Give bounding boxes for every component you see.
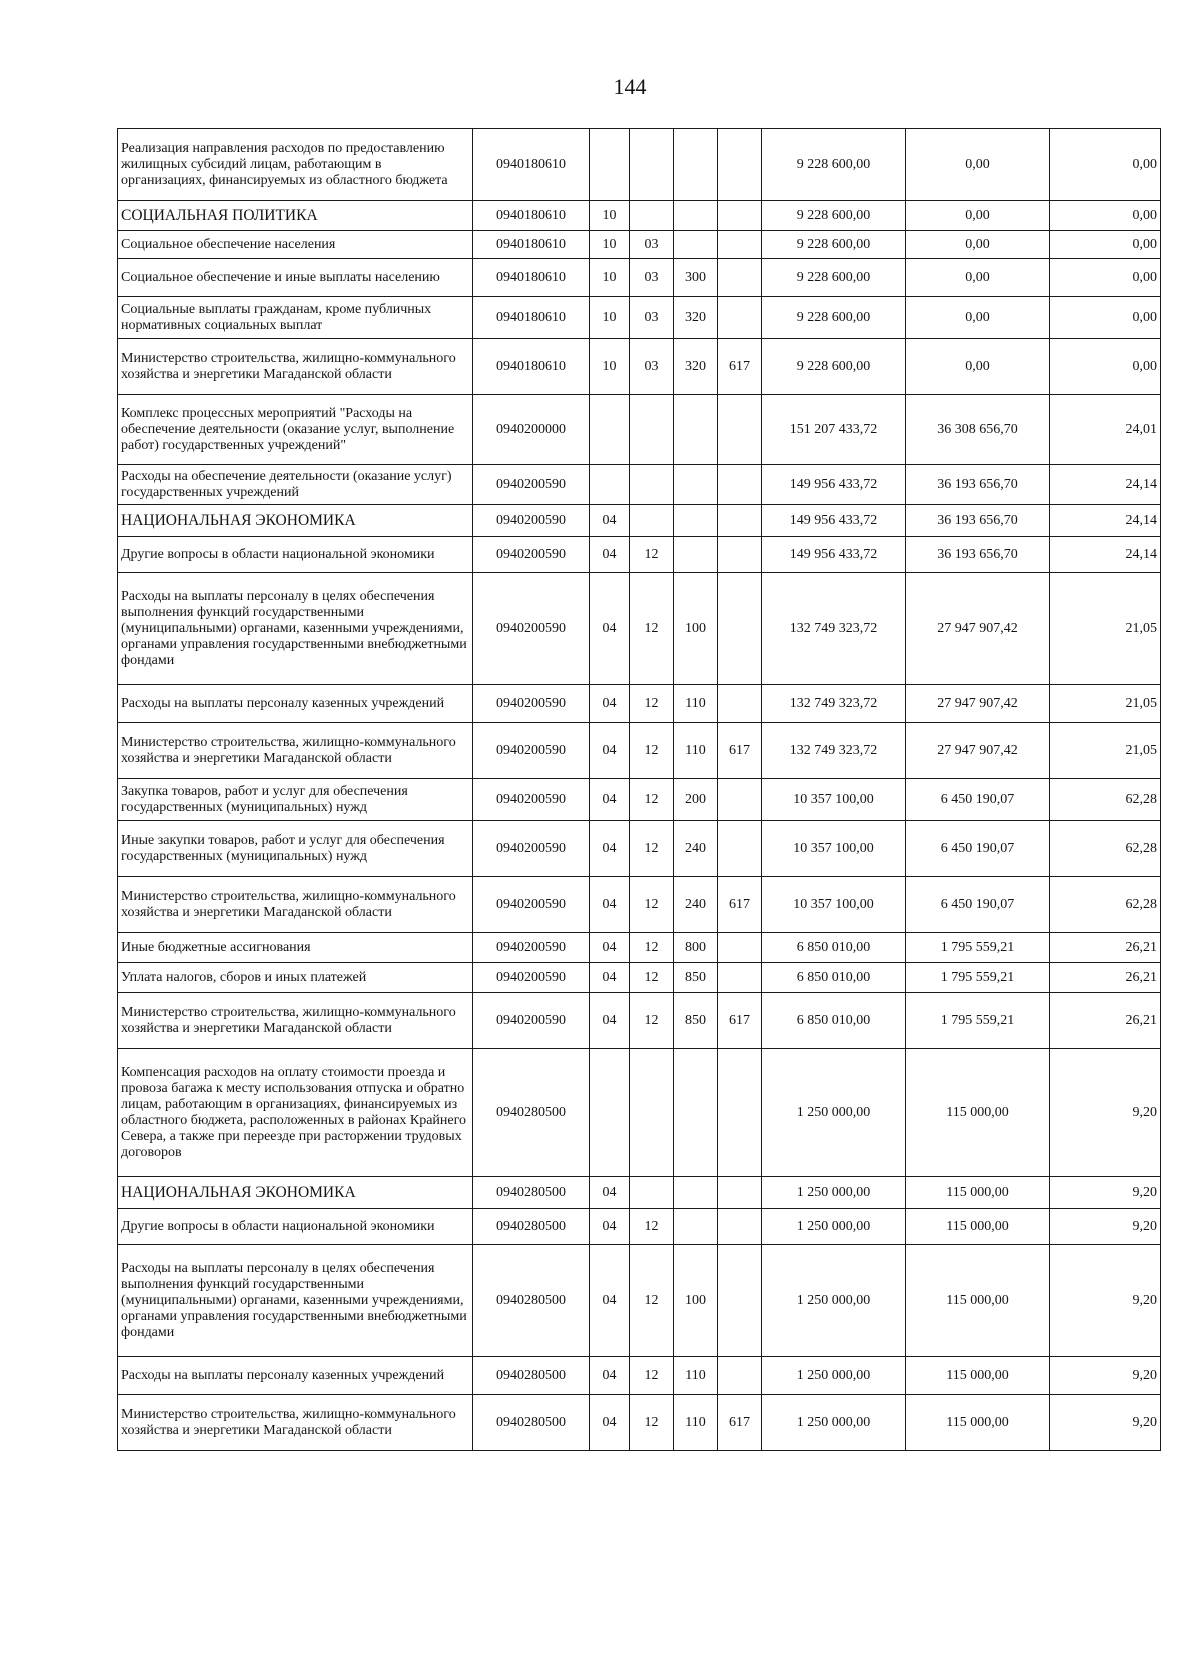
section-cell: 04 (590, 1245, 630, 1357)
percent-cell: 9,20 (1050, 1209, 1161, 1245)
administrator-cell (718, 259, 762, 297)
actual-amount-cell: 27 947 907,42 (906, 685, 1050, 723)
row-name-cell: Иные закупки товаров, работ и услуг для обеспечения государственных (муниципальных) нужд (118, 821, 473, 877)
section-cell: 04 (590, 821, 630, 877)
target-article-cell: 0940200590 (473, 963, 590, 993)
section-cell: 04 (590, 723, 630, 779)
percent-cell: 0,00 (1050, 231, 1161, 259)
plan-amount-cell: 1 250 000,00 (762, 1177, 906, 1209)
administrator-cell (718, 1177, 762, 1209)
section-cell: 04 (590, 685, 630, 723)
plan-amount-cell: 149 956 433,72 (762, 505, 906, 537)
section-cell: 10 (590, 297, 630, 339)
actual-amount-cell: 36 193 656,70 (906, 537, 1050, 573)
section-cell: 04 (590, 933, 630, 963)
administrator-cell (718, 537, 762, 573)
table-row (118, 1245, 1161, 1357)
section-cell (590, 1049, 630, 1177)
row-name-cell: Реализация направления расходов по предоставлению жилищных субсидий лицам, работающим в организациях, финансируемых из областного бюджета (118, 129, 473, 201)
percent-cell: 9,20 (1050, 1245, 1161, 1357)
subsection-cell: 12 (630, 877, 674, 933)
section-cell: 04 (590, 573, 630, 685)
expense-type-cell: 110 (674, 723, 718, 779)
administrator-cell (718, 685, 762, 723)
expense-type-cell: 320 (674, 339, 718, 395)
expense-type-cell (674, 129, 718, 201)
section-cell: 04 (590, 1177, 630, 1209)
row-name-cell: Комплекс процессных мероприятий "Расходы на обеспечение деятельности (оказание услуг, выполнение работ) государственных учреждений" (118, 395, 473, 465)
subsection-cell: 12 (630, 723, 674, 779)
section-cell (590, 465, 630, 505)
expense-type-cell: 320 (674, 297, 718, 339)
target-article-cell: 0940200590 (473, 685, 590, 723)
percent-cell: 62,28 (1050, 821, 1161, 877)
target-article-cell: 0940180610 (473, 231, 590, 259)
target-article-cell: 0940200000 (473, 395, 590, 465)
actual-amount-cell: 27 947 907,42 (906, 573, 1050, 685)
percent-cell: 0,00 (1050, 201, 1161, 231)
section-cell (590, 129, 630, 201)
expense-type-cell: 850 (674, 963, 718, 993)
table-row (118, 821, 1161, 877)
table-row (118, 685, 1161, 723)
target-article-cell: 0940180610 (473, 259, 590, 297)
administrator-cell (718, 297, 762, 339)
administrator-cell (718, 1209, 762, 1245)
plan-amount-cell: 1 250 000,00 (762, 1357, 906, 1395)
expense-type-cell: 100 (674, 573, 718, 685)
actual-amount-cell: 0,00 (906, 201, 1050, 231)
percent-cell: 21,05 (1050, 573, 1161, 685)
actual-amount-cell: 36 193 656,70 (906, 465, 1050, 505)
subsection-cell: 12 (630, 685, 674, 723)
actual-amount-cell: 6 450 190,07 (906, 821, 1050, 877)
actual-amount-cell: 0,00 (906, 297, 1050, 339)
target-article-cell: 0940200590 (473, 877, 590, 933)
target-article-cell: 0940200590 (473, 821, 590, 877)
plan-amount-cell: 9 228 600,00 (762, 129, 906, 201)
subsection-cell: 03 (630, 259, 674, 297)
subsection-cell: 12 (630, 933, 674, 963)
percent-cell: 9,20 (1050, 1357, 1161, 1395)
plan-amount-cell: 132 749 323,72 (762, 723, 906, 779)
target-article-cell: 0940200590 (473, 993, 590, 1049)
percent-cell: 24,14 (1050, 505, 1161, 537)
target-article-cell: 0940200590 (473, 723, 590, 779)
subsection-cell: 12 (630, 1395, 674, 1451)
expense-type-cell (674, 395, 718, 465)
subsection-cell (630, 395, 674, 465)
expense-type-cell (674, 1049, 718, 1177)
percent-cell: 9,20 (1050, 1177, 1161, 1209)
expense-type-cell (674, 201, 718, 231)
target-article-cell: 0940180610 (473, 201, 590, 231)
subsection-cell (630, 1049, 674, 1177)
plan-amount-cell: 9 228 600,00 (762, 259, 906, 297)
plan-amount-cell: 132 749 323,72 (762, 573, 906, 685)
table-row (118, 395, 1161, 465)
plan-amount-cell: 10 357 100,00 (762, 821, 906, 877)
actual-amount-cell: 115 000,00 (906, 1395, 1050, 1451)
subsection-cell (630, 129, 674, 201)
row-name-cell: Другие вопросы в области национальной экономики (118, 1209, 473, 1245)
percent-cell: 24,14 (1050, 465, 1161, 505)
section-cell: 04 (590, 963, 630, 993)
target-article-cell: 0940200590 (473, 505, 590, 537)
section-cell: 04 (590, 505, 630, 537)
subsection-cell: 12 (630, 1245, 674, 1357)
row-name-cell: Расходы на выплаты персоналу казенных учреждений (118, 685, 473, 723)
plan-amount-cell: 132 749 323,72 (762, 685, 906, 723)
row-name-cell: НАЦИОНАЛЬНАЯ ЭКОНОМИКА (118, 505, 473, 537)
row-name-cell: Министерство строительства, жилищно-коммунального хозяйства и энергетики Магаданской области (118, 723, 473, 779)
section-cell: 04 (590, 993, 630, 1049)
percent-cell: 21,05 (1050, 723, 1161, 779)
table-row (118, 129, 1161, 201)
plan-amount-cell: 1 250 000,00 (762, 1245, 906, 1357)
actual-amount-cell: 0,00 (906, 129, 1050, 201)
table-row (118, 1357, 1161, 1395)
percent-cell: 0,00 (1050, 129, 1161, 201)
percent-cell: 26,21 (1050, 933, 1161, 963)
percent-cell: 62,28 (1050, 877, 1161, 933)
table-row (118, 1049, 1161, 1177)
expense-type-cell: 800 (674, 933, 718, 963)
table-row (118, 1395, 1161, 1451)
percent-cell: 0,00 (1050, 339, 1161, 395)
row-name-cell: Расходы на выплаты персоналу в целях обеспечения выполнения функций государственными (муниципальными) органами, казенными учреждениями, органами управления государственными внебюджетными фондами (118, 1245, 473, 1357)
percent-cell: 9,20 (1050, 1049, 1161, 1177)
section-cell: 10 (590, 231, 630, 259)
plan-amount-cell: 9 228 600,00 (762, 231, 906, 259)
expense-type-cell (674, 505, 718, 537)
table-row (118, 201, 1161, 231)
row-name-cell: Уплата налогов, сборов и иных платежей (118, 963, 473, 993)
budget-table (117, 128, 1161, 1451)
row-name-cell: Иные бюджетные ассигнования (118, 933, 473, 963)
percent-cell: 21,05 (1050, 685, 1161, 723)
expense-type-cell: 240 (674, 821, 718, 877)
expense-type-cell (674, 231, 718, 259)
row-name-cell: НАЦИОНАЛЬНАЯ ЭКОНОМИКА (118, 1177, 473, 1209)
table-row (118, 933, 1161, 963)
administrator-cell: 617 (718, 993, 762, 1049)
actual-amount-cell: 115 000,00 (906, 1357, 1050, 1395)
target-article-cell: 0940280500 (473, 1177, 590, 1209)
administrator-cell (718, 779, 762, 821)
table-row (118, 779, 1161, 821)
subsection-cell: 12 (630, 1209, 674, 1245)
table-row (118, 505, 1161, 537)
section-cell: 10 (590, 339, 630, 395)
row-name-cell: Расходы на выплаты персоналу казенных учреждений (118, 1357, 473, 1395)
row-name-cell: Расходы на обеспечение деятельности (оказание услуг) государственных учреждений (118, 465, 473, 505)
administrator-cell (718, 821, 762, 877)
actual-amount-cell: 1 795 559,21 (906, 993, 1050, 1049)
administrator-cell: 617 (718, 723, 762, 779)
section-cell: 04 (590, 1209, 630, 1245)
expense-type-cell: 200 (674, 779, 718, 821)
row-name-cell: Закупка товаров, работ и услуг для обеспечения государственных (муниципальных) нужд (118, 779, 473, 821)
administrator-cell (718, 231, 762, 259)
plan-amount-cell: 1 250 000,00 (762, 1049, 906, 1177)
section-cell: 04 (590, 1395, 630, 1451)
section-cell (590, 395, 630, 465)
plan-amount-cell: 1 250 000,00 (762, 1209, 906, 1245)
section-cell: 04 (590, 779, 630, 821)
administrator-cell (718, 129, 762, 201)
expense-type-cell: 110 (674, 1357, 718, 1395)
expense-type-cell: 110 (674, 1395, 718, 1451)
plan-amount-cell: 10 357 100,00 (762, 779, 906, 821)
subsection-cell (630, 1177, 674, 1209)
percent-cell: 0,00 (1050, 297, 1161, 339)
target-article-cell: 0940180610 (473, 339, 590, 395)
row-name-cell: Другие вопросы в области национальной экономики (118, 537, 473, 573)
table-row (118, 231, 1161, 259)
table-row (118, 963, 1161, 993)
percent-cell: 9,20 (1050, 1395, 1161, 1451)
administrator-cell (718, 505, 762, 537)
plan-amount-cell: 149 956 433,72 (762, 465, 906, 505)
row-name-cell: Министерство строительства, жилищно-коммунального хозяйства и энергетики Магаданской области (118, 339, 473, 395)
plan-amount-cell: 9 228 600,00 (762, 201, 906, 231)
target-article-cell: 0940280500 (473, 1395, 590, 1451)
actual-amount-cell: 27 947 907,42 (906, 723, 1050, 779)
target-article-cell: 0940200590 (473, 537, 590, 573)
expense-type-cell (674, 1177, 718, 1209)
administrator-cell: 617 (718, 877, 762, 933)
section-cell: 10 (590, 201, 630, 231)
actual-amount-cell: 115 000,00 (906, 1049, 1050, 1177)
actual-amount-cell: 6 450 190,07 (906, 877, 1050, 933)
expense-type-cell (674, 465, 718, 505)
plan-amount-cell: 6 850 010,00 (762, 993, 906, 1049)
expense-type-cell: 300 (674, 259, 718, 297)
percent-cell: 62,28 (1050, 779, 1161, 821)
row-name-cell: Министерство строительства, жилищно-коммунального хозяйства и энергетики Магаданской области (118, 1395, 473, 1451)
plan-amount-cell: 149 956 433,72 (762, 537, 906, 573)
budget-table-body (118, 129, 1161, 1451)
table-row (118, 1209, 1161, 1245)
table-row (118, 993, 1161, 1049)
table-row (118, 259, 1161, 297)
table-row (118, 465, 1161, 505)
table-row (118, 339, 1161, 395)
administrator-cell (718, 1357, 762, 1395)
administrator-cell (718, 963, 762, 993)
subsection-cell: 12 (630, 963, 674, 993)
actual-amount-cell: 6 450 190,07 (906, 779, 1050, 821)
administrator-cell (718, 395, 762, 465)
row-name-cell: Социальное обеспечение населения (118, 231, 473, 259)
percent-cell: 24,01 (1050, 395, 1161, 465)
subsection-cell: 12 (630, 573, 674, 685)
target-article-cell: 0940280500 (473, 1245, 590, 1357)
section-cell: 04 (590, 537, 630, 573)
expense-type-cell: 100 (674, 1245, 718, 1357)
section-cell: 10 (590, 259, 630, 297)
plan-amount-cell: 9 228 600,00 (762, 297, 906, 339)
subsection-cell (630, 505, 674, 537)
percent-cell: 24,14 (1050, 537, 1161, 573)
target-article-cell: 0940280500 (473, 1209, 590, 1245)
target-article-cell: 0940180610 (473, 297, 590, 339)
administrator-cell (718, 201, 762, 231)
table-row (118, 877, 1161, 933)
row-name-cell: СОЦИАЛЬНАЯ ПОЛИТИКА (118, 201, 473, 231)
administrator-cell (718, 1049, 762, 1177)
row-name-cell: Министерство строительства, жилищно-коммунального хозяйства и энергетики Магаданской области (118, 877, 473, 933)
administrator-cell (718, 465, 762, 505)
percent-cell: 0,00 (1050, 259, 1161, 297)
actual-amount-cell: 115 000,00 (906, 1209, 1050, 1245)
administrator-cell: 617 (718, 1395, 762, 1451)
target-article-cell: 0940280500 (473, 1049, 590, 1177)
actual-amount-cell: 36 193 656,70 (906, 505, 1050, 537)
table-row (118, 297, 1161, 339)
subsection-cell: 12 (630, 993, 674, 1049)
row-name-cell: Расходы на выплаты персоналу в целях обеспечения выполнения функций государственными (муниципальными) органами, казенными учреждениями, органами управления государственными внебюджетными фондами (118, 573, 473, 685)
actual-amount-cell: 0,00 (906, 231, 1050, 259)
target-article-cell: 0940200590 (473, 933, 590, 963)
subsection-cell: 03 (630, 231, 674, 259)
actual-amount-cell: 115 000,00 (906, 1177, 1050, 1209)
actual-amount-cell: 36 308 656,70 (906, 395, 1050, 465)
actual-amount-cell: 1 795 559,21 (906, 963, 1050, 993)
subsection-cell: 03 (630, 339, 674, 395)
target-article-cell: 0940280500 (473, 1357, 590, 1395)
plan-amount-cell: 151 207 433,72 (762, 395, 906, 465)
subsection-cell: 12 (630, 537, 674, 573)
subsection-cell: 03 (630, 297, 674, 339)
expense-type-cell (674, 537, 718, 573)
administrator-cell: 617 (718, 339, 762, 395)
page-number: 144 (613, 74, 647, 99)
row-name-cell: Социальное обеспечение и иные выплаты населению (118, 259, 473, 297)
plan-amount-cell: 6 850 010,00 (762, 963, 906, 993)
row-name-cell: Социальные выплаты гражданам, кроме публичных нормативных социальных выплат (118, 297, 473, 339)
percent-cell: 26,21 (1050, 993, 1161, 1049)
row-name-cell: Министерство строительства, жилищно-коммунального хозяйства и энергетики Магаданской области (118, 993, 473, 1049)
plan-amount-cell: 6 850 010,00 (762, 933, 906, 963)
subsection-cell (630, 201, 674, 231)
target-article-cell: 0940200590 (473, 779, 590, 821)
subsection-cell (630, 465, 674, 505)
plan-amount-cell: 10 357 100,00 (762, 877, 906, 933)
target-article-cell: 0940180610 (473, 129, 590, 201)
table-row (118, 723, 1161, 779)
section-cell: 04 (590, 877, 630, 933)
expense-type-cell (674, 1209, 718, 1245)
expense-type-cell: 850 (674, 993, 718, 1049)
actual-amount-cell: 1 795 559,21 (906, 933, 1050, 963)
administrator-cell (718, 1245, 762, 1357)
plan-amount-cell: 9 228 600,00 (762, 339, 906, 395)
actual-amount-cell: 0,00 (906, 339, 1050, 395)
subsection-cell: 12 (630, 1357, 674, 1395)
table-row (118, 1177, 1161, 1209)
section-cell: 04 (590, 1357, 630, 1395)
subsection-cell: 12 (630, 821, 674, 877)
table-row (118, 573, 1161, 685)
administrator-cell (718, 933, 762, 963)
row-name-cell: Компенсация расходов на оплату стоимости проезда и провоза багажа к месту использования отпуска и обратно лицам, работающим в организациях, финансируемых из областного бюджета, расположенных в районах Крайнего Севера, а также при переезде при расторжении трудовых договоров (118, 1049, 473, 1177)
actual-amount-cell: 0,00 (906, 259, 1050, 297)
expense-type-cell: 110 (674, 685, 718, 723)
administrator-cell (718, 573, 762, 685)
percent-cell: 26,21 (1050, 963, 1161, 993)
target-article-cell: 0940200590 (473, 465, 590, 505)
actual-amount-cell: 115 000,00 (906, 1245, 1050, 1357)
target-article-cell: 0940200590 (473, 573, 590, 685)
expense-type-cell: 240 (674, 877, 718, 933)
plan-amount-cell: 1 250 000,00 (762, 1395, 906, 1451)
table-row (118, 537, 1161, 573)
subsection-cell: 12 (630, 779, 674, 821)
